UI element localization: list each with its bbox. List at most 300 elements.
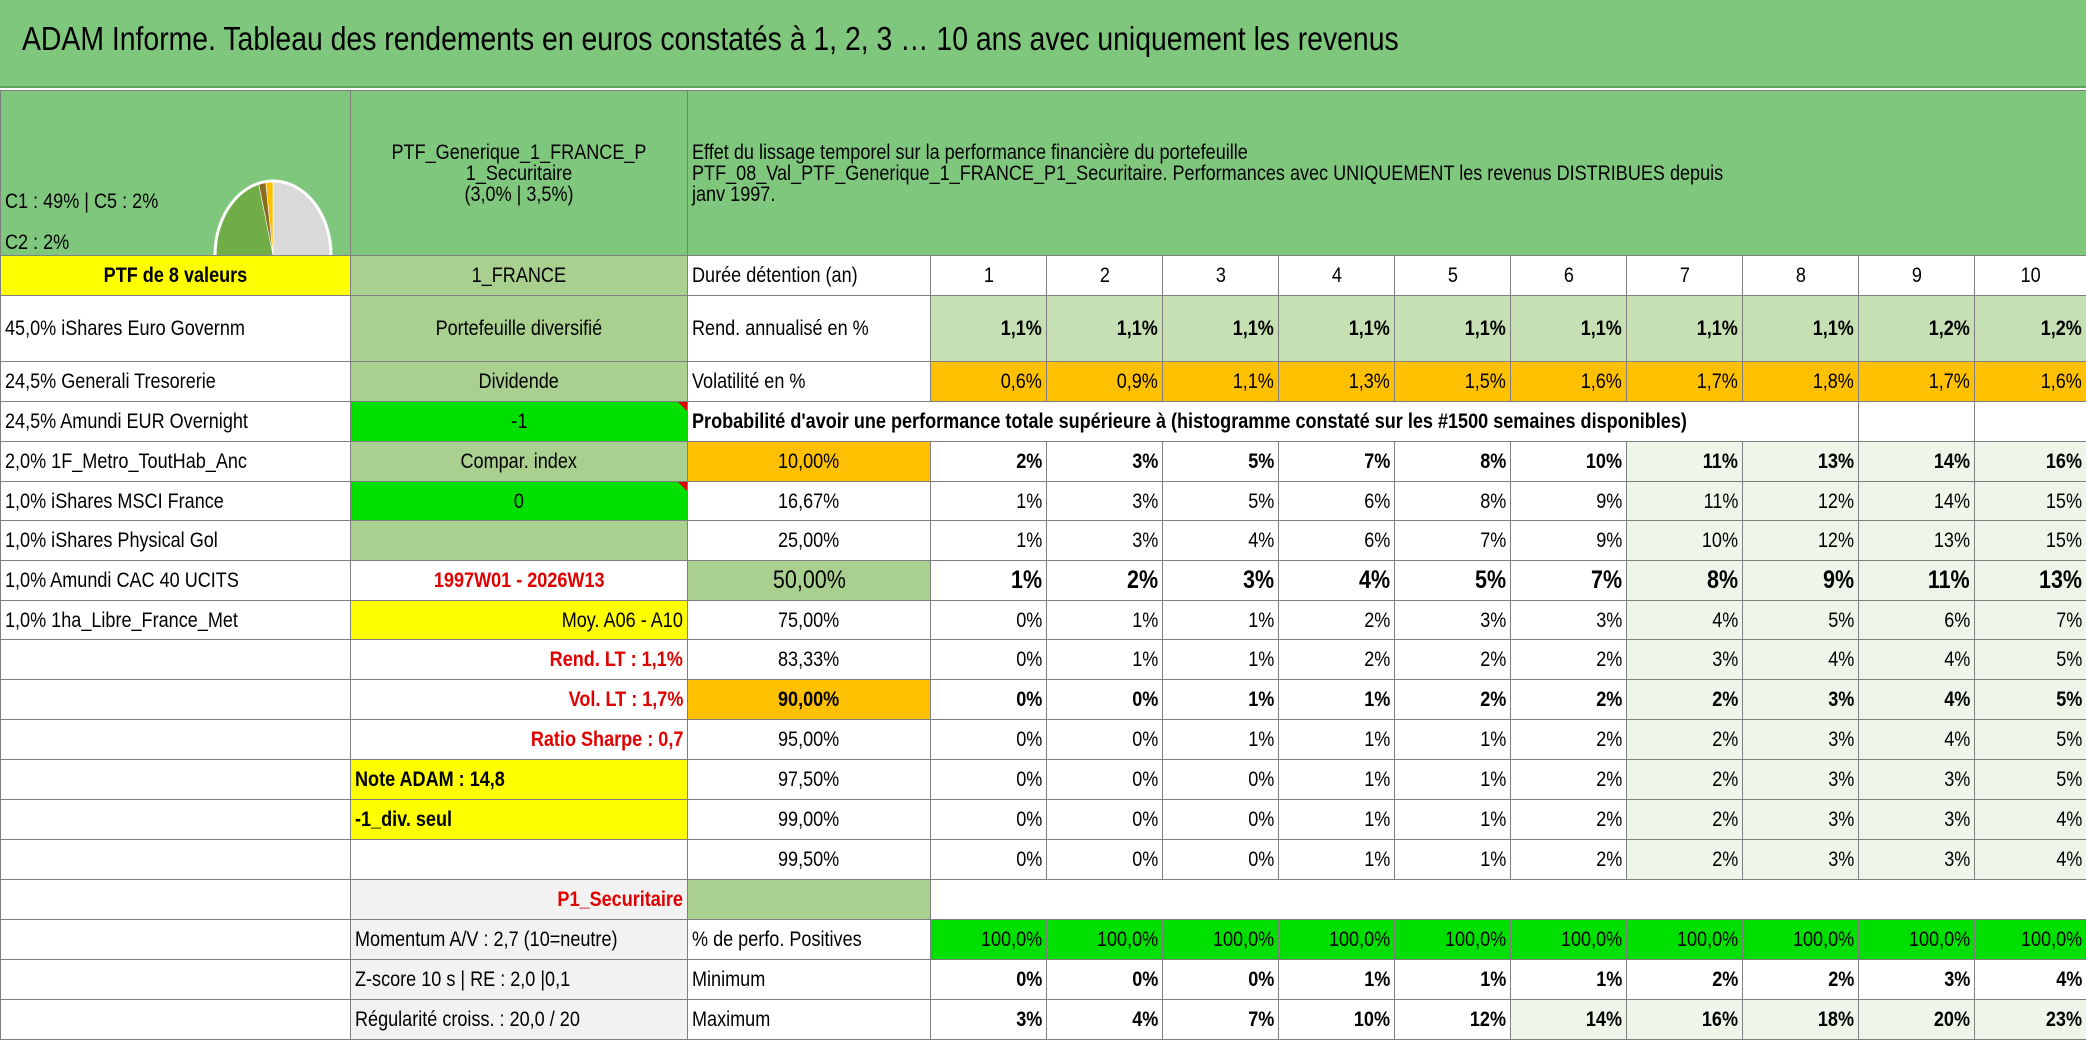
quantile-value-text: 13% [1933,529,1970,552]
quantile-value-text: 0% [1015,848,1042,871]
quantile-label [688,601,931,640]
quantile-value-text: 7% [2056,608,2083,632]
positives-value [1279,920,1395,960]
quantile-value-text: 1% [1479,728,1506,751]
portfolio-count-text: PTF de 8 valeurs [103,264,248,287]
quantile-value-text: 5% [2056,768,2083,791]
quantile-value-text: 4% [1247,529,1274,552]
vol-value-text: 1,6% [2040,370,2083,393]
quantile-value [1975,482,2086,521]
quantile-value-text: 12% [1817,489,1854,513]
quantile-value [1047,482,1163,521]
quantile-label-text: 99,00% [778,808,840,831]
quantile-value [931,800,1047,840]
quantile-value-text: 3% [1827,808,1854,831]
vol-value [1279,362,1395,402]
quantile-value [1975,840,2086,880]
vol-value-text: 1,3% [1348,370,1390,393]
rend-value-text: 1,1% [1812,317,1854,340]
profile-label-text: P1_Securitaire [557,888,683,911]
quantile-label [688,442,931,482]
quantile-value [1163,442,1279,482]
positives-value [1975,920,2086,960]
positives-value [1627,920,1743,960]
positives-value-text: 100,0% [1444,928,1506,951]
quantile-label [688,640,931,680]
min-value [1743,960,1859,1000]
vol-value [1743,362,1859,402]
legend-entry: C2 : 2% [5,231,70,254]
year-header-text: 8 [1795,264,1806,287]
vol-lt-label-text: Vol. LT : 1,7% [568,688,683,711]
quantile-value [1975,680,2086,720]
positives-value [931,920,1047,960]
quantile-value-text: 4% [1711,608,1738,632]
empty-cell [351,840,688,880]
quantile-value [1859,640,1975,680]
year-header [1975,256,2086,296]
quantile-value-text: 0% [1015,688,1042,711]
min-value-text: 0% [1247,968,1274,991]
quantile-value [1395,760,1511,800]
quantile-value-text: 4% [1827,648,1854,671]
min-value [1163,960,1279,1000]
quantile-value [1511,680,1627,720]
empty-cell [351,521,688,561]
quantile-value [1743,442,1859,482]
quantile-value [1743,640,1859,680]
quantile-value [1511,601,1627,640]
positives-value-text: 100,0% [1212,928,1274,951]
quantile-value [931,720,1047,760]
portfolio-name-line3: (3,0% | 3,5%) [464,182,574,206]
rend-value-text: 1,1% [1232,317,1274,340]
quantile-value-text: 3% [1827,728,1854,751]
compar-index-value[interactable] [351,482,688,521]
min-value [1859,960,1975,1000]
quantile-value-text: 2% [1595,728,1622,751]
report-title: ADAM Informe. Tableau des rendements en euros constatés à 1, 2, 3 … 10 ans avec uniquement les revenus [22,20,1399,57]
max-value [1859,1000,1975,1040]
quantile-value-text: 4% [1943,648,1970,671]
year-header [1743,256,1859,296]
quantile-value-text: 11% [1703,489,1738,513]
quantile-value [1511,840,1627,880]
quantile-value-text: 3% [1131,450,1158,473]
legend-entry: C1 : 49% | C5 : 2% [5,190,159,213]
quantile-value [1279,640,1395,680]
quantile-value-text: 10% [1585,450,1622,473]
regularite-label [351,1000,688,1040]
year-header [1511,256,1627,296]
quantile-value-text: 1% [1363,688,1390,711]
quantile-value [1395,601,1511,640]
quantile-label-text: 10,00% [778,450,840,473]
rend-lt-label [351,640,688,680]
max-value [1743,1000,1859,1040]
quantile-value [1859,680,1975,720]
rend-value-text: 1,1% [1464,317,1506,340]
positives-value [1511,920,1627,960]
min-value-text: 1% [1479,968,1506,991]
quantile-value [1975,800,2086,840]
quantile-label [688,521,931,561]
quantile-value-text: 2% [1711,848,1738,871]
allocation-cell [1,91,351,256]
quantile-value [1627,521,1743,561]
quantile-value [1047,720,1163,760]
quantile-value [1743,720,1859,760]
quantile-label [688,760,931,800]
holding-row-text: 1,0% 1ha_Libre_France_Met [5,608,238,632]
quantile-value [931,640,1047,680]
rend-value [1047,296,1163,362]
year-header [1047,256,1163,296]
max-value [1163,1000,1279,1040]
quantile-value [1163,800,1279,840]
empty-cell [1,840,351,880]
year-header-text: 4 [1331,264,1342,287]
quantile-value [1163,840,1279,880]
quantile-value [1859,521,1975,561]
quantile-value-text: 0% [1247,808,1274,831]
quantile-label-text: 95,00% [778,728,840,751]
quantile-label-text: 50,00% [772,566,846,594]
zone-label-text: 1_FRANCE [471,264,567,287]
quantile-value-text: 0% [1015,608,1042,632]
quantile-value-text: 2% [1126,566,1158,594]
quantile-value-text: 14% [1933,489,1970,513]
max-value-text: 10% [1353,1008,1390,1031]
diversified-label [351,296,688,362]
quantile-value-text: 11% [1928,566,1970,594]
positives-value-text: 100,0% [1676,928,1738,951]
quantile-value [1047,561,1163,601]
quantile-value-text: 6% [1363,529,1390,552]
quantile-value [1975,561,2086,601]
quantile-value [931,680,1047,720]
quantile-value [1859,840,1975,880]
quantile-value [1395,680,1511,720]
quantile-value [1395,840,1511,880]
quantile-value-text: 0% [1015,808,1042,831]
quantile-value-text: 7% [1363,450,1390,473]
quantile-value-text: 13% [2039,566,2083,594]
year-header-text: 2 [1099,264,1110,287]
vol-value-text: 1,7% [1696,370,1738,393]
quantile-value-text: 1% [1363,808,1390,831]
empty-cell [1,920,351,960]
rend-value [1743,296,1859,362]
quantile-value-text: 9% [1595,489,1622,513]
compar-index-label [351,442,688,482]
quantile-value [1279,800,1395,840]
quantile-label-text: 97,50% [778,768,840,791]
quantile-label [688,561,931,601]
quantile-value [1163,601,1279,640]
empty-cell [1,1000,351,1040]
min-value [1975,960,2086,1000]
moy-label [351,601,688,640]
quantile-label [688,720,931,760]
min-value-text: 1% [1595,968,1622,991]
zscore-label-text: Z-score 10 s | RE : 2,0 |0,1 [355,968,571,991]
quantile-value-text: 3% [1595,608,1622,632]
min-label-text: Minimum [692,968,766,991]
quantile-value [1279,482,1395,521]
quantile-value [1279,442,1395,482]
sharpe-label [351,720,688,760]
min-value-text: 4% [2056,968,2083,991]
quantile-value-text: 0% [1131,728,1158,751]
max-value-text: 20% [1933,1008,1970,1031]
quantile-value-text: 2% [1479,688,1506,711]
quantile-value-text: 2% [1015,450,1042,473]
min-value [1627,960,1743,1000]
profile-label [351,880,688,920]
quantile-label-text: 90,00% [778,688,840,711]
min-value-text: 3% [1943,968,1970,991]
quantile-value-text: 0% [1015,728,1042,751]
quantile-value [1627,482,1743,521]
vol-value-text: 0,9% [1116,370,1158,393]
quantile-value [1975,720,2086,760]
quantile-value [1279,601,1395,640]
portfolio-name-line2: 1_Securitaire [465,161,573,185]
portfolio-description-cell [688,91,2086,256]
quantile-value-text: 3% [1943,808,1970,831]
duration-label [688,256,931,296]
rend-value [1395,296,1511,362]
quantile-value-text: 4% [2056,848,2083,871]
quantile-value-text: 5% [2056,648,2083,671]
max-value [1279,1000,1395,1040]
zscore-label [351,960,688,1000]
quantile-value-text: 8% [1479,450,1506,473]
quantile-value-text: 2% [1711,768,1738,791]
positives-value-text: 100,0% [1096,928,1158,951]
vol-value-text: 1,7% [1928,370,1970,393]
rend-lt-label-text: Rend. LT : 1,1% [549,648,683,671]
quantile-value [1163,680,1279,720]
positives-value [1859,920,1975,960]
quantile-value [1047,760,1163,800]
vol-value-text: 1,1% [1232,370,1274,393]
quantile-value-text: 2% [1595,688,1622,711]
quantile-label [688,482,931,521]
quantile-value-text: 1% [1247,608,1274,632]
quantile-value [1511,800,1627,840]
quantile-value [1743,800,1859,840]
allocation-pie-chart [211,177,335,256]
note-label [351,760,688,800]
year-header [1279,256,1395,296]
quantile-value [1975,640,2086,680]
quantile-value [1163,720,1279,760]
max-value-text: 16% [1701,1008,1738,1031]
max-value [1511,1000,1627,1040]
quantile-value [1047,840,1163,880]
quantile-value [1627,840,1743,880]
quantile-value-text: 4% [1358,566,1390,594]
min-value [1279,960,1395,1000]
quantile-value [931,442,1047,482]
quantile-value-text: 2% [1595,848,1622,871]
max-value-text: 23% [2045,1008,2083,1031]
min-value [1395,960,1511,1000]
quantile-value-text: 4% [1943,688,1970,711]
holding-row [1,402,351,442]
quantile-value [1047,521,1163,561]
probability-label [688,402,1859,442]
quantile-value-text: 1% [1247,688,1274,711]
momentum-label-text: Momentum A/V : 2,7 (10=neutre) [355,928,618,951]
quantile-value [1511,442,1627,482]
quantile-value-text: 5% [1827,608,1854,632]
quantile-value [1279,680,1395,720]
max-value-text: 7% [1247,1008,1274,1031]
holding-row-text: 1,0% Amundi CAC 40 UCITS [5,569,239,592]
holding-row-text: 1,0% iShares MSCI France [5,489,224,513]
quantile-label-text: 83,33% [778,648,840,671]
quantile-value-text: 16% [2045,450,2083,473]
quantile-value-text: 2% [1363,648,1390,671]
performance-table [0,90,2086,1040]
quantile-value [1047,640,1163,680]
quantile-value [1279,561,1395,601]
rend-value-text: 1,2% [1928,317,1970,340]
quantile-value [1743,760,1859,800]
quantile-value-text: 0% [1015,768,1042,791]
rend-value [1859,296,1975,362]
quantile-value-text: 15% [2045,529,2083,552]
momentum-label [351,920,688,960]
quantile-value-text: 8% [1479,489,1506,513]
quantile-value-text: 2% [1711,728,1738,751]
quantile-value-text: 0% [1131,808,1158,831]
quantile-value-text: 14% [1933,450,1970,473]
quantile-value-text: 1% [1131,608,1158,632]
quantile-value [1743,482,1859,521]
quantile-value-text: 9% [1822,566,1854,594]
quantile-value [931,482,1047,521]
quantile-value [1627,760,1743,800]
note-label-text: Note ADAM : 14,8 [355,768,505,791]
quantile-value [1627,601,1743,640]
positives-value-text: 100,0% [1908,928,1970,951]
empty-cell [1,880,351,920]
quantile-value [1743,680,1859,720]
empty-cell [1,800,351,840]
positives-label [688,920,931,960]
empty-cell [931,880,2086,920]
description-line1: Effet du lissage temporel sur la performance financière du portefeuille [692,140,1248,164]
rend-value-text: 1,1% [1348,317,1390,340]
vol-value [931,362,1047,402]
vol-value-text: 1,6% [1580,370,1622,393]
quantile-value [1859,561,1975,601]
vol-label [688,362,931,402]
quantile-value [1975,601,2086,640]
quantile-value-text: 3% [1943,768,1970,791]
quantile-value-text: 3% [1131,529,1158,552]
rend-value-text: 1,1% [1696,317,1738,340]
dividende-value-text: -1 [510,410,528,433]
probability-label-text: Probabilité d'avoir une performance totale supérieure à (histogramme constaté sur les #1500 semaines disponibles) [692,410,1687,433]
min-value-text: 0% [1131,968,1158,991]
report-title-bar [0,0,2086,88]
quantile-value-text: 3% [1479,608,1506,632]
quantile-value-text: 1% [1247,728,1274,751]
empty-cell [1975,402,2086,442]
quantile-value-text: 3% [1827,848,1854,871]
quantile-value-text: 15% [2045,489,2083,513]
vol-value [1511,362,1627,402]
quantile-value-text: 0% [1131,688,1158,711]
max-value [1395,1000,1511,1040]
dividende-value[interactable] [351,402,688,442]
duration-label-text: Durée détention (an) [692,264,858,287]
quantile-value-text: 0% [1131,768,1158,791]
positives-value [1395,920,1511,960]
quantile-value [1279,840,1395,880]
quantile-value [1859,482,1975,521]
quantile-value-text: 1% [1363,768,1390,791]
quantile-value-text: 0% [1015,648,1042,671]
positives-value-text: 100,0% [980,928,1042,951]
quantile-value-text: 3% [1131,489,1158,513]
year-header-text: 1 [983,264,994,287]
empty-cell [1859,402,1975,442]
allocation-legend [5,181,183,256]
holding-row-text: 2,0% 1F_Metro_ToutHab_Anc [5,450,247,473]
rend-value-text: 1,1% [1580,317,1622,340]
positives-value-text: 100,0% [1328,928,1390,951]
quantile-value-text: 8% [1706,566,1738,594]
regularite-label-text: Régularité croiss. : 20,0 / 20 [355,1008,580,1031]
quantile-value [1395,800,1511,840]
positives-value-text: 100,0% [2020,928,2083,951]
quantile-value [1975,442,2086,482]
quantile-value-text: 2% [1711,688,1738,711]
quantile-value [1859,760,1975,800]
quantile-value [1395,640,1511,680]
max-value [1627,1000,1743,1040]
period-label-text: 1997W01 - 2026W13 [433,569,605,592]
quantile-value [1627,561,1743,601]
quantile-value [1511,720,1627,760]
year-header-text: 9 [1911,264,1922,287]
max-label-text: Maximum [692,1008,771,1031]
vol-value [1975,362,2086,402]
quantile-value [1511,561,1627,601]
holding-row-text: 24,5% Generali Tresorerie [5,370,216,393]
vol-value [1047,362,1163,402]
quantile-value [1975,521,2086,561]
empty-cell [1,640,351,680]
max-value [931,1000,1047,1040]
quantile-value-text: 1% [1015,529,1042,552]
rend-value [1279,296,1395,362]
year-header-text: 10 [2020,264,2041,287]
quantile-value-text: 5% [1247,489,1274,513]
empty-cell [1,720,351,760]
min-value-text: 1% [1363,968,1390,991]
vol-lt-label [351,680,688,720]
max-value-text: 12% [1469,1008,1506,1031]
vol-value-text: 1,5% [1464,370,1506,393]
quantile-label-text: 75,00% [778,608,840,632]
